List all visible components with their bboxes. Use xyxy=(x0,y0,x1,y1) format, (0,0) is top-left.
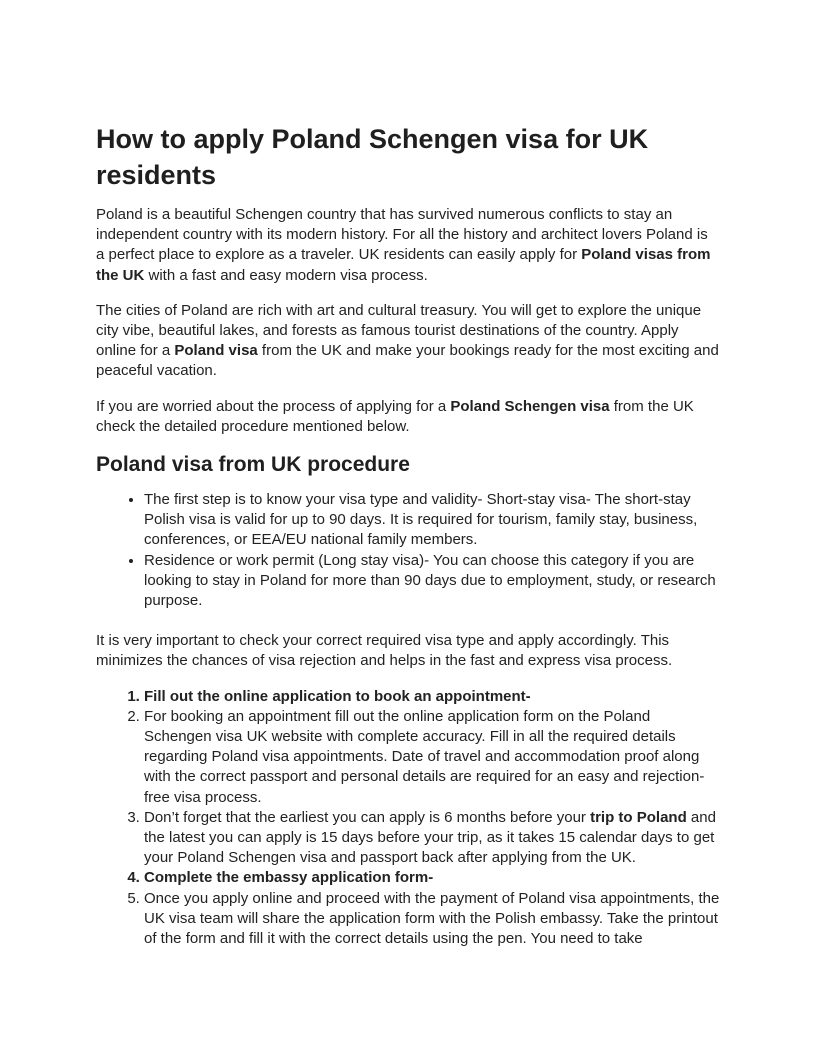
intro-p2-bold: Poland visa xyxy=(174,342,258,360)
procedure-steps xyxy=(96,687,720,950)
step-item: 2. For booking an appointment fill out the online application form on the Poland Schengen visa UK website with complete accuracy. Fill in all the required details regarding Poland visa appointments. Date of travel and accommodation proof along with the correct passport and personal details are required for an easy and rejection-free visa process. xyxy=(144,707,720,808)
intro-p3-text-end: from the UK check the detailed procedure mentioned below. xyxy=(96,397,694,435)
intro-p2-text: The cities of Poland are rich with art and cultural treasury. You will get to explore the unique city vibe, beautiful lakes, and forests as famous tourist destinations of the country. Apply online for a xyxy=(96,301,702,360)
intro-p1-text-end: with a fast and easy modern visa process. xyxy=(144,266,428,284)
page-title: How to apply Poland Schengen visa for UK residents xyxy=(96,124,649,190)
visa-type-note: It is very important to check your correct required visa type and apply accordingly. This minimizes the chances of visa rejection and helps in the fast and express visa process. xyxy=(96,632,673,670)
intro-p3-bold: Poland Schengen visa xyxy=(450,397,610,415)
intro-paragraph-3 xyxy=(96,397,720,437)
list-item: • Residence or work permit (Long stay visa)- You can choose this category if you are looking to stay in Poland for more than 90 days due to employment, study, or research purpose. xyxy=(144,551,720,612)
intro-paragraph-2 xyxy=(96,301,720,382)
step-item: 1. Fill out the online application to book an appointment- xyxy=(144,687,720,707)
intro-p1-bold: Poland visas from the UK xyxy=(96,246,711,284)
intro-p2-text-end: from the UK and make your bookings ready for the most exciting and peaceful vacation. xyxy=(96,342,719,380)
document-body xyxy=(96,121,720,949)
step-item: 5. Once you apply online and proceed with the payment of Poland visa appointments, the UK visa team will share the application form with the Polish embassy. Take the printout of the form and fill it with the correct details using the pen. You need to take xyxy=(144,889,720,950)
section-heading: Poland visa from UK procedure xyxy=(96,453,410,477)
step-item xyxy=(144,808,720,869)
visa-type-list xyxy=(96,490,720,611)
step-3-text-end: and the latest you can apply is 15 days before your trip, as it takes 15 calendar days to get your Poland Schengen visa and passport back after applying from the UK. xyxy=(144,808,716,867)
intro-p3-text: If you are worried about the process of applying for a xyxy=(96,397,451,415)
intro-p1-text: Poland is a beautiful Schengen country that has survived numerous conflicts to stay an independent country with its modern history. For all the history and architect lovers Poland is a perfect place to explore as a traveler. UK residents can easily apply for xyxy=(96,206,708,264)
step-item: 4. Complete the embassy application form- xyxy=(144,868,720,888)
intro-paragraph-1 xyxy=(96,205,720,286)
step-3-bold: trip to Poland xyxy=(590,808,687,826)
list-item: • The first step is to know your visa type and validity- Short-stay visa- The short-stay Polish visa is valid for up to 90 days. It is required for tourism, family stay, business, conferences, or EEA/EU national family members. xyxy=(144,490,720,551)
step-3-text: Don’t forget that the earliest you can apply is 6 months before your xyxy=(144,808,591,826)
